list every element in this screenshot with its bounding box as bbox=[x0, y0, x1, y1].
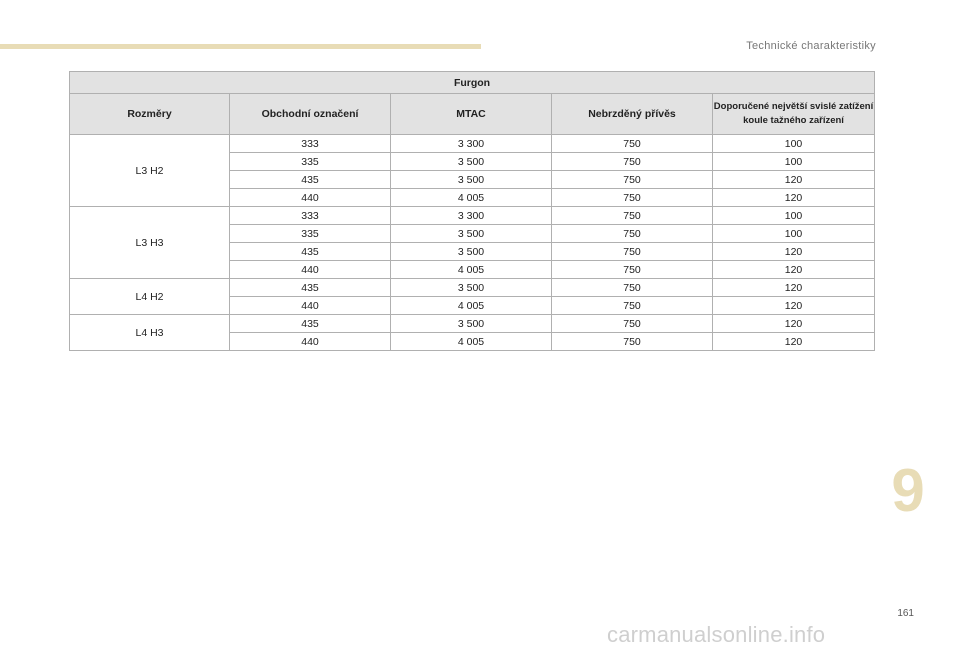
table-cell: 3 500 bbox=[391, 171, 552, 189]
table-cell: 3 300 bbox=[391, 135, 552, 153]
dimension-cell: L3 H3 bbox=[70, 207, 230, 279]
table-cell: 120 bbox=[713, 243, 875, 261]
table-cell: 333 bbox=[230, 207, 391, 225]
table-cell: 3 500 bbox=[391, 243, 552, 261]
table-row bbox=[70, 279, 875, 297]
table-cell: 3 500 bbox=[391, 225, 552, 243]
table-cell: 4 005 bbox=[391, 333, 552, 351]
page-number: 161 bbox=[897, 608, 914, 619]
table-title: Furgon bbox=[70, 72, 875, 94]
table-cell: 333 bbox=[230, 135, 391, 153]
column-header-trade-name: Obchodní označení bbox=[230, 94, 391, 135]
table-cell: 4 005 bbox=[391, 261, 552, 279]
column-header-unbraked-trailer: Nebrzděný přívěs bbox=[552, 94, 713, 135]
dimension-cell: L3 H2 bbox=[70, 135, 230, 207]
watermark: carmanualsonline.info bbox=[607, 622, 826, 647]
table-cell: 435 bbox=[230, 171, 391, 189]
table-cell: 120 bbox=[713, 315, 875, 333]
table-cell: 3 300 bbox=[391, 207, 552, 225]
table-cell: 750 bbox=[552, 333, 713, 351]
table-cell: 440 bbox=[230, 189, 391, 207]
table-cell: 750 bbox=[552, 189, 713, 207]
table-cell: 750 bbox=[552, 261, 713, 279]
table-cell: 750 bbox=[552, 171, 713, 189]
table-cell: 4 005 bbox=[391, 189, 552, 207]
table-cell: 100 bbox=[713, 153, 875, 171]
table-cell: 120 bbox=[713, 261, 875, 279]
table-cell: 435 bbox=[230, 315, 391, 333]
table-cell: 750 bbox=[552, 243, 713, 261]
table-cell: 120 bbox=[713, 279, 875, 297]
table-row bbox=[70, 207, 875, 225]
table-cell: 100 bbox=[713, 225, 875, 243]
table-row bbox=[70, 135, 875, 153]
table-body bbox=[70, 135, 875, 351]
column-header-towbar-load: Doporučené největší svislé zatížení koule tažného zařízení bbox=[713, 94, 875, 135]
table-cell: 440 bbox=[230, 261, 391, 279]
table-cell: 750 bbox=[552, 207, 713, 225]
table-cell: 3 500 bbox=[391, 279, 552, 297]
table-cell: 335 bbox=[230, 153, 391, 171]
column-header-dimensions: Rozměry bbox=[70, 94, 230, 135]
spec-table bbox=[69, 71, 875, 351]
section-title: Technické charakteristiky bbox=[746, 40, 876, 52]
table-cell: 440 bbox=[230, 333, 391, 351]
table-cell: 750 bbox=[552, 153, 713, 171]
table-cell: 120 bbox=[713, 297, 875, 315]
table-cell: 435 bbox=[230, 279, 391, 297]
table-cell: 750 bbox=[552, 279, 713, 297]
table-cell: 100 bbox=[713, 135, 875, 153]
top-accent-rule bbox=[0, 44, 481, 49]
chapter-number: 9 bbox=[891, 457, 925, 524]
table-cell: 120 bbox=[713, 333, 875, 351]
table-row bbox=[70, 315, 875, 333]
table-cell: 750 bbox=[552, 315, 713, 333]
table-cell: 435 bbox=[230, 243, 391, 261]
table-cell: 100 bbox=[713, 207, 875, 225]
table-cell: 335 bbox=[230, 225, 391, 243]
table-cell: 3 500 bbox=[391, 315, 552, 333]
table-cell: 750 bbox=[552, 225, 713, 243]
table-cell: 4 005 bbox=[391, 297, 552, 315]
dimension-cell: L4 H2 bbox=[70, 279, 230, 315]
column-header-mtac: MTAC bbox=[391, 94, 552, 135]
table-cell: 750 bbox=[552, 135, 713, 153]
table-cell: 3 500 bbox=[391, 153, 552, 171]
table-cell: 750 bbox=[552, 297, 713, 315]
table-cell: 440 bbox=[230, 297, 391, 315]
dimension-cell: L4 H3 bbox=[70, 315, 230, 351]
table-cell: 120 bbox=[713, 189, 875, 207]
table-cell: 120 bbox=[713, 171, 875, 189]
